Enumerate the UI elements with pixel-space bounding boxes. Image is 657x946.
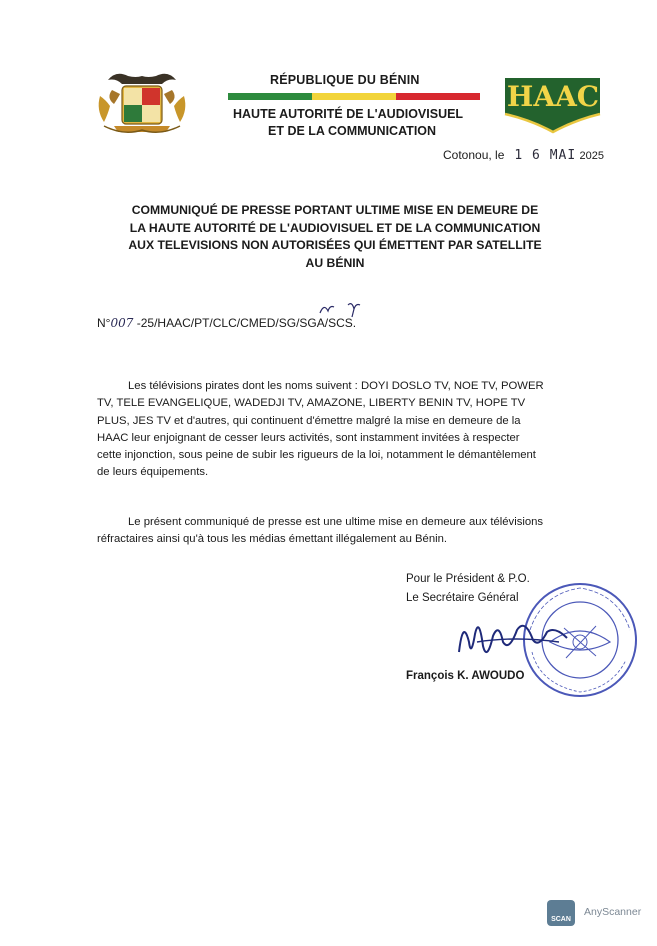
scanner-app-name: AnyScanner xyxy=(584,906,642,918)
date-line xyxy=(443,148,604,163)
signature-line-1: Pour le Président & P.O. xyxy=(406,573,530,585)
authority-name-line2: ET DE LA COMMUNICATION xyxy=(268,124,437,138)
flag-stripe-yellow xyxy=(312,93,396,100)
title-line: LA HAUTE AUTORITÉ DE L'AUDIOVISUEL ET DE LA COMMUNICATION xyxy=(129,220,541,235)
paragraph-line: cette injonction, sous peine de subir les rigueurs de la loi, notamment le démantèlement xyxy=(97,449,536,462)
flag-stripe-green xyxy=(228,93,312,100)
title-line: AU BÉNIN xyxy=(305,255,365,270)
signature-line-2: Le Secrétaire Général xyxy=(406,592,519,604)
scanner-app-badge xyxy=(547,900,575,926)
scanner-badge-label: SCAN xyxy=(551,916,571,923)
paragraph-line: Les télévisions pirates dont les noms suivent : DOYI DOSLO TV, NOE TV, POWER xyxy=(128,380,544,392)
handwritten-signature-icon xyxy=(455,612,575,668)
reference-suffix: -25/HAAC/PT/CLC/CMED/SG/SGA/SCS. xyxy=(136,316,357,330)
paragraph-line: HAAC leur enjoignant de cesser leurs activités, sont instamment invitées à respecter xyxy=(97,431,520,444)
date-place: Cotonou, le xyxy=(443,148,505,162)
paragraph-line: TV, TELE EVANGELIQUE, WADEDJI TV, AMAZONE, LIBERTY BENIN TV, HOPE TV xyxy=(97,397,526,410)
title-line: AUX TELEVISIONS NON AUTORISÉES QUI ÉMETTENT PAR SATELLITE xyxy=(128,238,542,252)
date-year: 2025 xyxy=(579,150,605,162)
body-paragraph-1 xyxy=(97,378,611,482)
communique-title xyxy=(120,202,550,272)
authority-name-line1: HAUTE AUTORITÉ DE L'AUDIOVISUEL xyxy=(233,107,464,121)
paragraph-line: réfractaires ainsi qu'à tous les médias émettant illégalement au Bénin. xyxy=(97,533,448,546)
signer-name: François K. AWOUDO xyxy=(406,670,525,682)
handwritten-initials-icon xyxy=(318,299,368,319)
flag-stripe xyxy=(228,93,480,100)
reference-handwritten-number: 007 xyxy=(110,316,134,330)
republic-heading: RÉPUBLIQUE DU BÉNIN xyxy=(270,73,420,87)
flag-stripe-red xyxy=(396,93,480,100)
benin-coat-of-arms-icon xyxy=(94,70,190,136)
body-paragraph-2 xyxy=(97,514,611,549)
paragraph-line: de leurs équipements. xyxy=(97,466,209,479)
date-stamp: 1 6 MAI xyxy=(514,148,577,163)
reference-prefix: N° xyxy=(97,316,111,330)
title-line: COMMUNIQUÉ DE PRESSE PORTANT ULTIME MISE EN DEMEURE DE xyxy=(131,203,539,217)
paragraph-line: PLUS, JES TV et d'autres, qui continuent d'émettre malgré la mise en demeure de la xyxy=(97,414,521,427)
haac-logo xyxy=(503,76,602,134)
svg-text:HAAC: HAAC xyxy=(506,80,600,113)
paragraph-line: Le présent communiqué de presse est une ultime mise en demeure aux télévisions xyxy=(128,516,544,528)
signature-block xyxy=(406,570,530,608)
